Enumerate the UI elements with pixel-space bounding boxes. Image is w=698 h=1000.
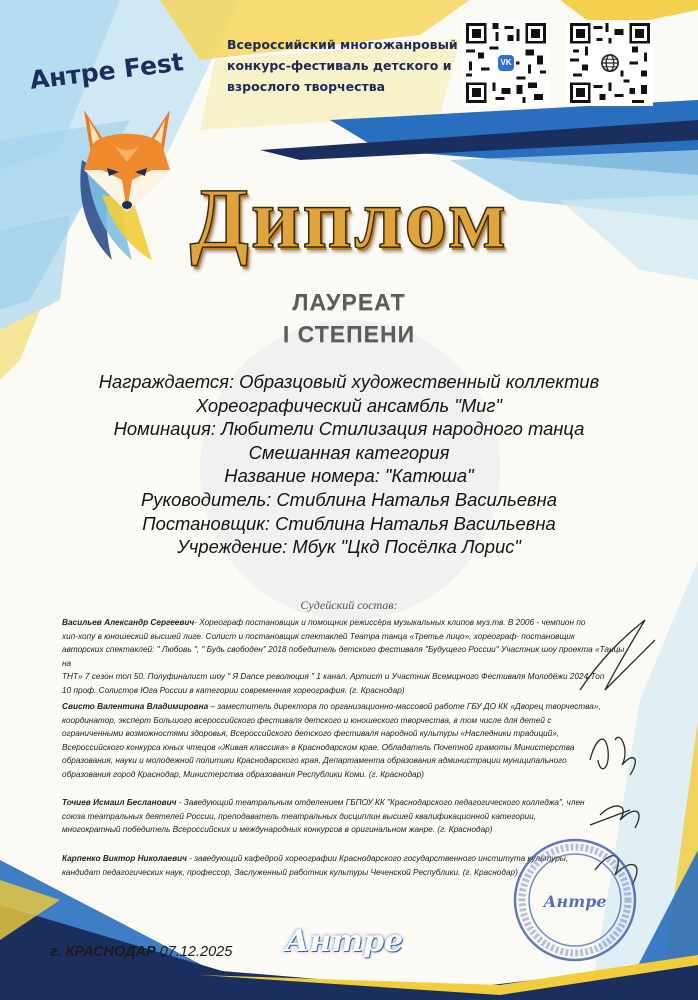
city: г. КРАСНОДАР: [50, 944, 156, 960]
jury-member-bio: - заведующий кафедрой хореографии Краснодарского государственного института культуры,: [186, 854, 569, 863]
jury-member: [62, 616, 632, 698]
jury-member-bio: ТНТ» 7 сезон топ 50. Полуфиналист шоу " Я Dance революция " 1 канал. Артист и Участник Всемирного Фестиваля Молодёжи 2024.Топ: [62, 672, 605, 682]
award-degree-line: ЛАУРЕАТ: [292, 289, 406, 315]
jury-member-bio: авторских спектаклей: " Любовь ", " Будь свободен" 2018 победитель детского фестиваля "Будущего России" Участник шоу проекта «Танцы на: [62, 645, 625, 668]
vk-icon: VK: [498, 55, 514, 71]
qr-center-logo: [600, 53, 620, 73]
city-date: [50, 944, 232, 960]
description-line: Всероссийский многожанровый: [227, 37, 458, 52]
award-details: [40, 370, 658, 559]
brand-logo: Антре: [285, 924, 404, 959]
jury-member-bio: координатор, эксперт Большого всероссийского фестиваля детского и юношеского творчества, в том числе для детей с: [62, 715, 552, 725]
award-category: Смешанная категория: [248, 441, 450, 463]
globe-icon: [600, 20, 620, 106]
jury-member-name: Карпенко Виктор Николаевич: [62, 854, 187, 863]
festival-description: [227, 34, 467, 97]
jury-member: [62, 796, 632, 837]
jury-member-bio: Всероссийского конкурса юных чтецов «Живая классика» в Краснодарском крае. Обладатель Почетной грамоты Министерства: [62, 742, 575, 752]
jury-member-name: Васильев Александр Сергеевич: [62, 618, 195, 627]
diploma-title: Диплом: [189, 170, 509, 266]
official-stamp: [510, 835, 640, 965]
jury-member-bio: союза театральных деятелей России, преподаватель театральных дисциплин высшей квалификационной категории,: [62, 811, 537, 821]
qr-code-vk[interactable]: [463, 20, 549, 106]
jury-member-bio: образования, науки и молодежной политики Краснодарского края, Департамента образования администрации муниципального: [62, 756, 567, 766]
festival-logo-text: Антре Fest: [28, 47, 186, 95]
jury-member-bio: образования город Краснодар, Министерства образования Республики Коми. (г. Краснодар): [62, 769, 424, 779]
diploma-date: 07.12.2025: [159, 944, 233, 960]
jury-member-name: Свисто Валентина Владимировна: [62, 702, 209, 711]
award-institution: Учреждение: Мбук "Цкд Посёлка Лорис": [177, 536, 521, 558]
jury-member-bio: хип-хопу в юношеский высшей лиге. Солист и постановщик спектаклей Театра танца «Третье лицо», хореограф- постановщик: [62, 631, 575, 641]
award-nomination: Номинация: Любители Стилизация народного танца: [113, 418, 585, 440]
jury-member-bio: ограниченными возможностями здоровья, Всероссийского детского фестиваля народной культуры «Наследники традиций»,: [62, 729, 560, 739]
description-line: взрослого творчества: [227, 79, 386, 94]
jury-member-bio: – заместитель директора по организационно-массовой работе ГБУ ДО КК «Дворец творчества»,: [208, 702, 601, 711]
jury-member-bio: кандидат педагогических наук, профессор, Заслуженный работник культуры Чеченской Республики. (г. Краснодар): [62, 867, 518, 877]
award-choreographer: Постановщик: Стиблина Наталья Васильевна: [142, 512, 556, 534]
stamp-center-text: Антре: [543, 892, 607, 911]
jury-member: [62, 700, 632, 782]
award-degree-line: I СТЕПЕНИ: [282, 321, 416, 347]
jury-member-bio: 10 проф. Солистов Юга России в категории современная хореография. (г. Краснодар): [62, 685, 405, 695]
jury-title: Судейский состав:: [300, 598, 398, 612]
award-degree: [0, 286, 698, 350]
jury-member-bio: - Хореограф постановщик и помощник режиссёра музыкальных клипов муз.тв. В 2006 - чемпион по: [194, 618, 586, 627]
qr-center-logo: [496, 53, 516, 73]
award-performance-title: Название номера: "Катюша": [224, 465, 474, 487]
qr-code-website[interactable]: [567, 20, 653, 106]
award-leader: Руководитель: Стиблина Наталья Васильевна: [141, 488, 557, 510]
award-recipient: Награждается: Образцовый художественный коллектив: [98, 371, 600, 392]
jury-member-name: Точиев Исмаил Бесланович: [62, 798, 177, 807]
jury-member-bio: - Заведующий театральным отделением ГБПОУ КК "Краснодарского педагогического колледжа", член: [176, 798, 585, 807]
description-line: конкурс-фестиваль детского и: [227, 58, 452, 73]
jury-member-bio: многократный победитель Всероссийских и международных конкурсов в оригинальном жанре. (г. Краснодар): [62, 825, 493, 835]
award-recipient-ensemble: Хореографический ансамбль "Миг": [195, 394, 503, 416]
